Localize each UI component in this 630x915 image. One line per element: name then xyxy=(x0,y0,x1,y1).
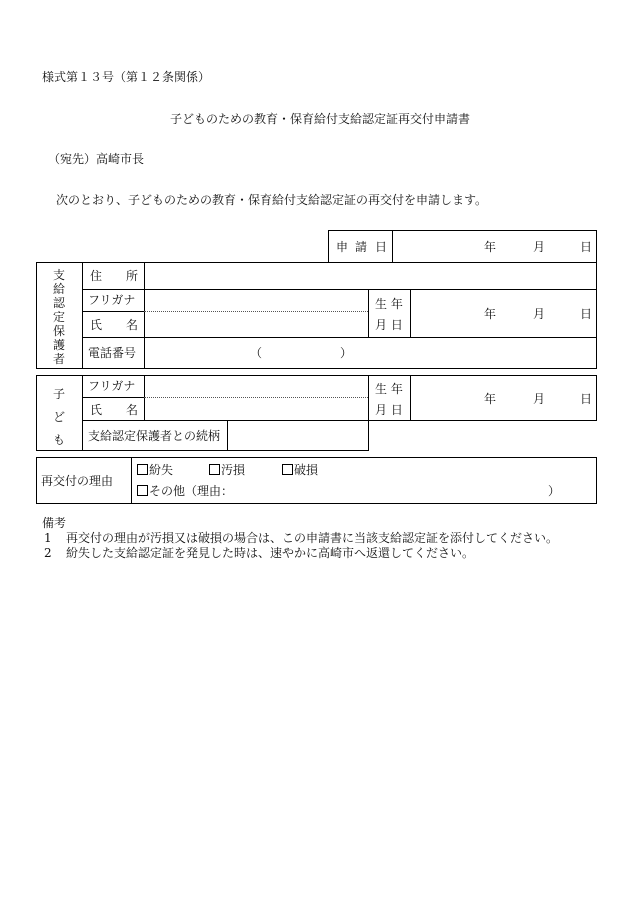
guardian-name-label-1: 氏 xyxy=(90,318,103,332)
child-name-label-2: 名 xyxy=(126,403,139,417)
guardian-address-label-2: 所 xyxy=(126,269,139,283)
child-birth-month: 月 xyxy=(533,392,546,406)
soiled-checkbox[interactable] xyxy=(209,464,220,475)
damaged-checkbox[interactable] xyxy=(282,464,293,475)
application-date-label-3: 日 xyxy=(375,240,388,254)
child-birth-label-2: 月 日 xyxy=(375,403,403,417)
reason-option-other[interactable]: その他（理由： xyxy=(137,484,233,498)
reason-other-close: ） xyxy=(548,484,561,498)
guardian-address-label-1: 住 xyxy=(90,269,103,283)
reason-label: 再交付の理由 xyxy=(41,474,114,488)
guardian-birth-label-2: 月 日 xyxy=(375,318,403,332)
guardian-phone-label: 電話番号 xyxy=(88,346,137,360)
other-checkbox[interactable] xyxy=(137,485,148,496)
application-date-label-1: 申 xyxy=(336,240,349,254)
guardian-name-label-2: 名 xyxy=(126,318,139,332)
intro-text: 次のとおり、子どものための教育・保育給付支給認定証の再交付を申請します。 xyxy=(56,193,488,207)
reason-other-field[interactable] xyxy=(232,482,548,500)
child-birth-label-1: 生 年 xyxy=(375,382,403,396)
child-section-label: 子 ど も xyxy=(52,387,65,447)
addressee: （宛先）高崎市長 xyxy=(48,152,145,166)
guardian-phone-close: ） xyxy=(340,346,353,360)
application-date-day: 日 xyxy=(580,240,593,254)
note-2-text: 紛失した支給認定証を発見した時は、速やかに高崎市へ返還してください。 xyxy=(66,546,475,560)
application-date-year: 年 xyxy=(484,240,497,254)
guardian-phone-open: （ xyxy=(250,346,263,360)
guardian-phone-field[interactable] xyxy=(146,339,594,366)
reason-option-soiled[interactable]: 汚損 xyxy=(209,463,245,477)
child-name-field[interactable] xyxy=(146,399,366,418)
notes-heading: 備考 xyxy=(42,516,67,530)
child-birth-day: 日 xyxy=(580,392,593,406)
child-name-label-1: 氏 xyxy=(90,403,103,417)
guardian-name-field[interactable] xyxy=(146,313,366,335)
lost-checkbox[interactable] xyxy=(137,464,148,475)
guardian-address-field[interactable] xyxy=(146,264,594,287)
child-relationship-field[interactable] xyxy=(229,422,366,448)
guardian-birth-year: 年 xyxy=(484,307,497,321)
application-date-month: 月 xyxy=(533,240,546,254)
reason-option-damaged[interactable]: 破損 xyxy=(282,463,318,477)
child-furigana-label: フリガナ xyxy=(88,379,136,393)
guardian-birth-label-1: 生 年 xyxy=(375,297,403,311)
child-furigana-field[interactable] xyxy=(146,377,366,395)
guardian-furigana-label: フリガナ xyxy=(88,293,136,307)
application-date-label-2: 請 xyxy=(355,240,368,254)
child-relationship-label: 支給認定保護者との続柄 xyxy=(88,429,221,443)
guardian-furigana-field[interactable] xyxy=(146,291,366,309)
note-2-number: 2 xyxy=(44,546,52,560)
reason-option-lost[interactable]: 紛失 xyxy=(137,463,173,477)
page-title: 子どものための教育・保育給付支給認定証再交付申請書 xyxy=(170,112,471,126)
guardian-section-label: 支 給 認 定 保 護 者 xyxy=(52,268,65,366)
note-1-text: 再交付の理由が汚損又は破損の場合は、この申請書に当該支給認定証を添付してください。 xyxy=(66,531,559,545)
form-number: 様式第１３号（第１２条関係） xyxy=(42,70,211,84)
guardian-birth-month: 月 xyxy=(533,307,546,321)
guardian-birth-day: 日 xyxy=(580,307,593,321)
note-1-number: 1 xyxy=(44,531,52,545)
child-birth-year: 年 xyxy=(484,392,497,406)
